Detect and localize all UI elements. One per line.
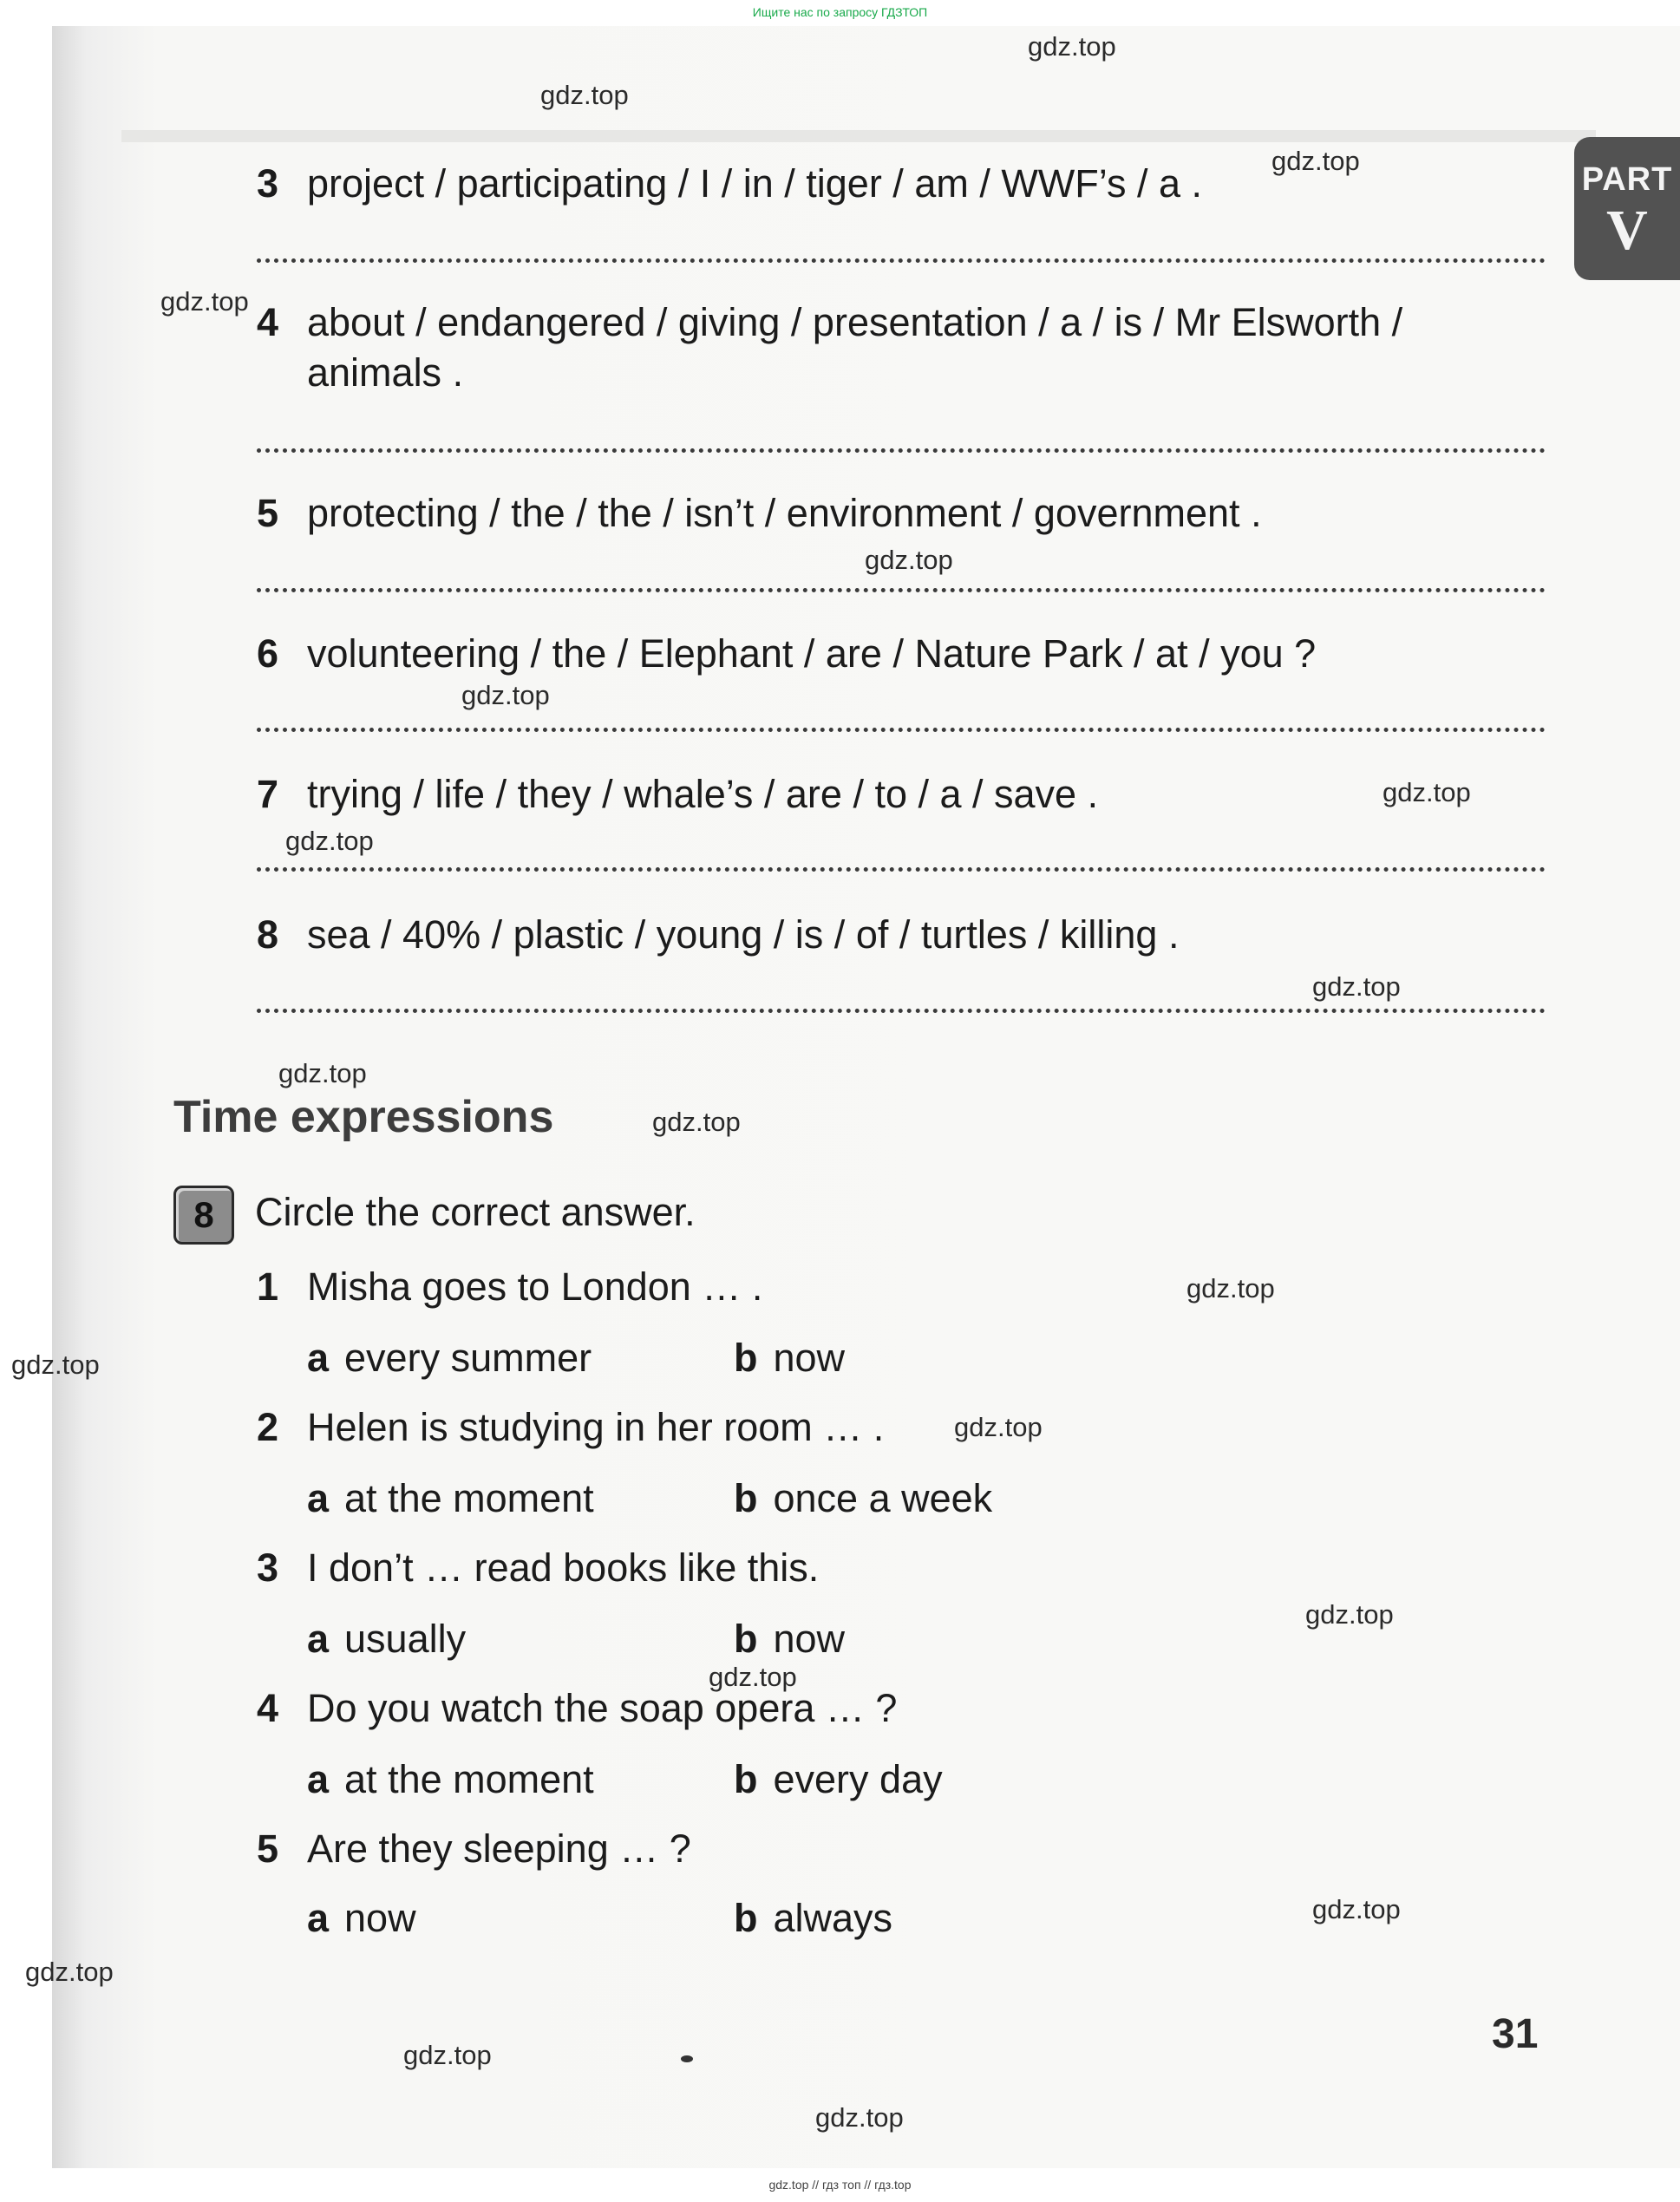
option-text: now [773,1336,846,1380]
option-b[interactable] [734,1896,892,1941]
show-through-band [121,130,1596,142]
watermark: gdz.top [954,1412,1043,1442]
item-number: 7 [257,772,279,816]
watermark: gdz.top [11,1349,100,1380]
question-number: 1 [257,1264,279,1309]
item-number: 4 [257,300,279,344]
watermark: gdz.top [1312,1894,1401,1924]
option-text: always [773,1896,893,1940]
option-letter: a [307,1336,330,1380]
question-number: 2 [257,1405,279,1449]
answer-line[interactable] [257,588,1546,592]
question-number: 5 [257,1826,279,1871]
option-letter: a [307,1476,330,1520]
option-b[interactable] [734,1757,943,1802]
watermark: gdz.top [461,680,550,710]
option-a[interactable] [307,1757,594,1802]
option-a[interactable] [307,1336,592,1381]
option-letter: a [307,1896,330,1940]
option-text: usually [344,1617,467,1661]
watermark: gdz.top [540,80,629,110]
page-number: 31 [1492,2011,1539,2057]
answer-line[interactable] [257,867,1546,872]
option-text: once a week [773,1476,993,1520]
item-words: animals . [307,350,464,395]
option-a[interactable] [307,1476,594,1521]
question-text: Misha goes to London … . [307,1264,763,1309]
item-number: 5 [257,491,279,535]
watermark: gdz.top [403,2040,492,2070]
option-letter: b [734,1617,758,1661]
watermark: gdz.top [285,826,374,856]
item-words: sea / 40% / plastic / young / is / of / turtles / killing . [307,912,1180,957]
watermark: gdz.top [1028,31,1116,62]
item-words: protecting / the / the / isn’t / environment / government . [307,491,1262,535]
item-number: 8 [257,912,279,957]
item-words: about / endangered / giving / presentation / a / is / Mr Elsworth / [307,300,1403,344]
section-title: Time expressions [173,1092,554,1142]
option-letter: b [734,1757,758,1801]
option-text: now [344,1896,416,1940]
watermark: gdz.top [1305,1599,1394,1630]
question-text: Are they sleeping … ? [307,1826,691,1871]
option-text: every summer [344,1336,592,1380]
print-speck [681,2055,693,2062]
option-letter: b [734,1336,758,1380]
bottom-banner[interactable]: gdz.top // гдз топ // гдз.top [768,2178,912,2192]
question-text: I don’t … read books like this. [307,1545,820,1590]
watermark: gdz.top [278,1058,367,1088]
answer-line[interactable] [257,258,1546,263]
watermark: gdz.top [1271,146,1360,176]
exercise-number-badge: 8 [173,1186,234,1245]
option-letter: a [307,1617,330,1661]
watermark: gdz.top [160,286,249,317]
question-number: 4 [257,1686,279,1730]
top-banner[interactable]: Ищите нас по запросу ГДЗТОП [752,5,928,19]
question-text: Helen is studying in her room … . [307,1405,885,1449]
watermark: gdz.top [1383,777,1471,807]
option-text: at the moment [344,1476,594,1520]
option-b[interactable] [734,1336,845,1381]
question-number: 3 [257,1545,279,1590]
exercise-instruction: Circle the correct answer. [255,1190,696,1234]
option-b[interactable] [734,1476,992,1521]
watermark: gdz.top [815,2102,904,2133]
part-tab [1574,137,1680,280]
item-number: 6 [257,631,279,676]
item-words: project / participating / I / in / tiger / am / WWF’s / a . [307,161,1202,206]
option-a[interactable] [307,1617,466,1662]
watermark: gdz.top [865,545,953,575]
part-tab-label: PART [1581,161,1673,198]
item-words: trying / life / they / whale’s / are / to / a / save . [307,772,1099,816]
option-text: at the moment [344,1757,594,1801]
option-letter: a [307,1757,330,1801]
answer-line[interactable] [257,728,1546,732]
answer-line[interactable] [257,448,1546,453]
option-letter: b [734,1896,758,1940]
item-words: volunteering / the / Elephant / are / Nature Park / at / you ? [307,631,1317,676]
watermark: gdz.top [1312,971,1401,1002]
part-tab-number: V [1606,199,1648,262]
option-letter: b [734,1476,758,1520]
item-number: 3 [257,161,279,206]
watermark: gdz.top [652,1107,741,1137]
watermark: gdz.top [25,1957,114,1987]
option-a[interactable] [307,1896,416,1941]
question-text: Do you watch the soap opera … ? [307,1686,898,1730]
option-b[interactable] [734,1617,845,1662]
answer-line[interactable] [257,1009,1546,1013]
option-text: every day [773,1757,943,1801]
watermark: gdz.top [709,1662,797,1692]
option-text: now [773,1617,846,1661]
watermark: gdz.top [1186,1273,1275,1304]
